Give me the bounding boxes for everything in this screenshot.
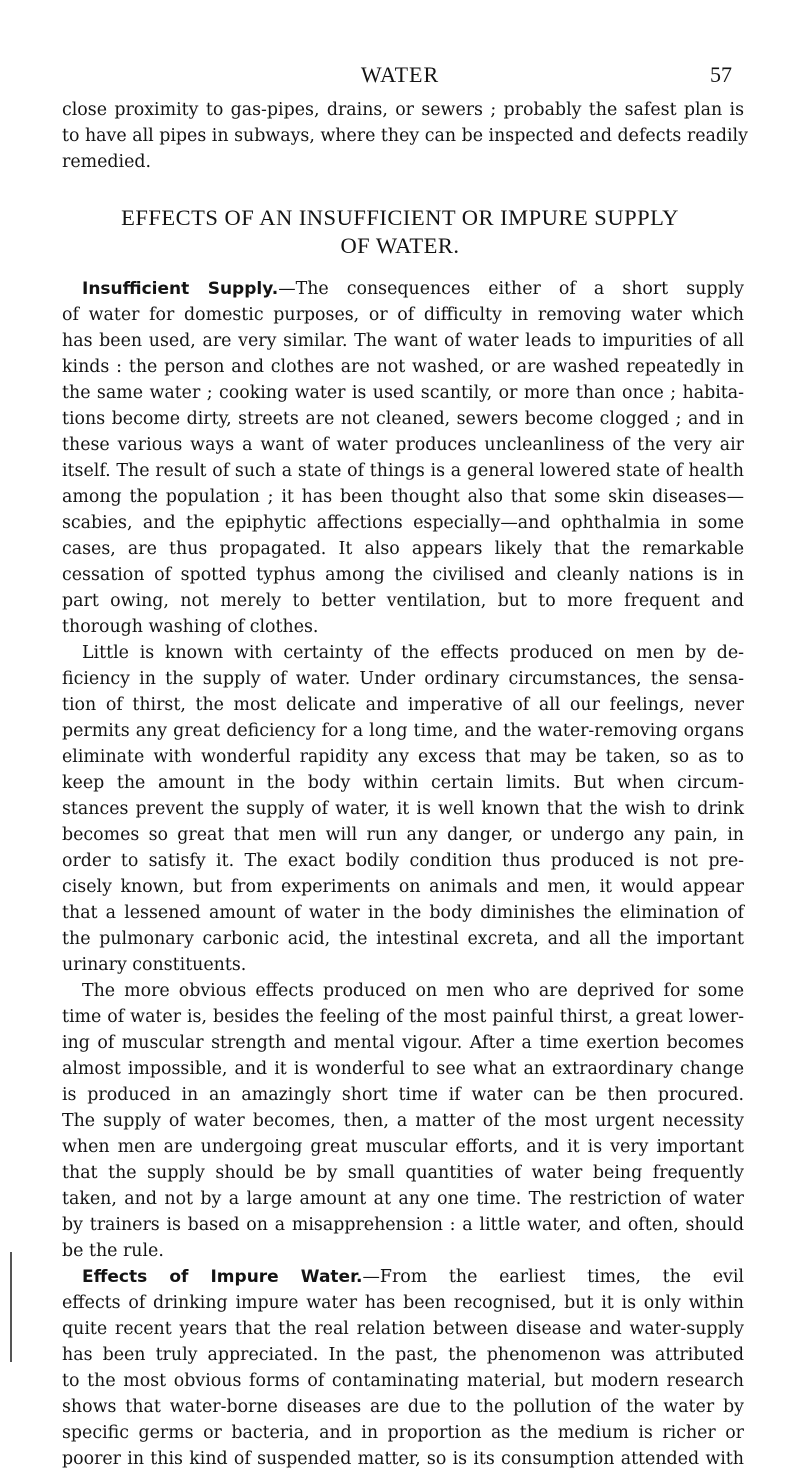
run-in-heading-insufficient: Insufficient Supply. xyxy=(82,279,279,299)
text-span: —The consequences either of a short supply xyxy=(278,279,744,299)
text-line: cisely known, but from experiments on animals and men, it would appear xyxy=(62,877,744,897)
text-line: time of water is, besides the feeling of the most painful thirst, a great lower- xyxy=(62,1007,744,1027)
text-line: effects of drinking impure water has been recognised, but it is only within xyxy=(62,1293,744,1313)
text-line: the pulmonary carbonic acid, the intestinal excreta, and all the important xyxy=(62,929,744,949)
text-line: tions become dirty, streets are not cleaned, sewers become clogged ; and in xyxy=(62,409,744,429)
text-line: has been truly appreciated. In the past, the phenomenon was attributed xyxy=(62,1345,744,1365)
text-line: remedied. xyxy=(62,152,152,172)
text-line: The more obvious effects produced on men who are deprived for some xyxy=(82,981,744,1001)
text-line: these various ways a want of water produces uncleanliness of the very air xyxy=(62,435,744,455)
run-in-heading-impure: Effects of Impure Water. xyxy=(82,1267,363,1287)
text-line: cases, are thus propagated. It also appears likely that the remarkable xyxy=(62,539,744,559)
text-line: eliminate with wonderful rapidity any excess that may be taken, so as to xyxy=(62,747,744,767)
text-line: taken, and not by a large amount at any one time. The restriction of water xyxy=(62,1189,744,1209)
text-line: thorough washing of clothes. xyxy=(62,617,319,637)
section-heading-line-2: OF WATER. xyxy=(340,233,460,258)
text-line: urinary constituents. xyxy=(62,955,247,975)
text-line: order to satisfy it. The exact bodily condition thus produced is not pre- xyxy=(62,851,744,871)
text-line: kinds : the person and clothes are not washed, or are washed repeatedly in xyxy=(62,357,744,377)
paragraph-first-line xyxy=(82,276,744,302)
paragraph-first-line xyxy=(82,1264,744,1290)
text-line: among the population ; it has been thought also that some skin diseases— xyxy=(62,487,744,507)
text-line: becomes so great that men will run any danger, or undergo any pain, in xyxy=(62,825,744,845)
text-line: has been used, are very similar. The want of water leads to impurities of all xyxy=(62,331,744,351)
text-line: specific germs or bacteria, and in proportion as the medium is richer or xyxy=(62,1423,744,1443)
text-line: be the rule. xyxy=(62,1241,164,1261)
text-line: cessation of spotted typhus among the civilised and cleanly nations is in xyxy=(62,565,744,585)
text-line: ficiency in the supply of water. Under ordinary circumstances, the sensa- xyxy=(62,669,744,689)
text-line: that the supply should be by small quantities of water being frequently xyxy=(62,1163,744,1183)
text-line: by trainers is based on a misapprehension : a little water, and often, should xyxy=(62,1215,744,1235)
text-span: —From the earliest times, the evil xyxy=(362,1267,744,1287)
text-line: the same water ; cooking water is used scantily, or more than once ; habita- xyxy=(62,383,744,403)
text-line: itself. The result of such a state of things is a general lowered state of health xyxy=(62,461,744,481)
running-head xyxy=(60,62,740,92)
text-line: that a lessened amount of water in the body diminishes the elimination of xyxy=(62,903,744,923)
text-line: tion of thirst, the most delicate and imperative of all our feelings, never xyxy=(62,695,744,715)
text-line: almost impossible, and it is wonderful to see what an extraordinary change xyxy=(62,1059,744,1079)
page-number: 57 xyxy=(710,62,732,87)
text-line: to have all pipes in subways, where they can be inspected and defects readily xyxy=(62,126,748,146)
text-line: part owing, not merely to better ventilation, but to more frequent and xyxy=(62,591,744,611)
text-line: permits any great deficiency for a long time, and the water-removing organs xyxy=(62,721,744,741)
text-line: shows that water-borne diseases are due to the pollution of the water by xyxy=(62,1397,744,1417)
text-line: close proximity to gas-pipes, drains, or sewers ; probably the safest plan is xyxy=(62,100,744,120)
text-line: of water for domestic purposes, or of difficulty in removing water which xyxy=(62,305,744,325)
text-line: is produced in an amazingly short time if water can be then procured. xyxy=(62,1085,744,1105)
section-heading-line-1: EFFECTS OF AN INSUFFICIENT OR IMPURE SUPPLY xyxy=(121,205,679,230)
text-line: Little is known with certainty of the effects produced on men by de- xyxy=(82,643,744,663)
text-line: The supply of water becomes, then, a matter of the most urgent necessity xyxy=(62,1111,744,1131)
text-line: stances prevent the supply of water, it is well known that the wish to drink xyxy=(62,799,744,819)
text-line: scabies, and the epiphytic affections especially—and ophthalmia in some xyxy=(62,513,744,533)
text-line: quite recent years that the real relation between disease and water-supply xyxy=(62,1319,744,1339)
running-head-title: WATER xyxy=(360,62,440,87)
text-line: ing of muscular strength and mental vigour. After a time exertion becomes xyxy=(62,1033,744,1053)
text-line: when men are undergoing great muscular efforts, and it is very important xyxy=(62,1137,744,1157)
text-line: keep the amount in the body within certain limits. But when circum- xyxy=(62,773,744,793)
page-edge-mark xyxy=(10,1252,12,1362)
text-line: to the most obvious forms of contaminating material, but modern research xyxy=(62,1371,744,1391)
text-line: poorer in this kind of suspended matter, so is its consumption attended with xyxy=(62,1449,744,1469)
